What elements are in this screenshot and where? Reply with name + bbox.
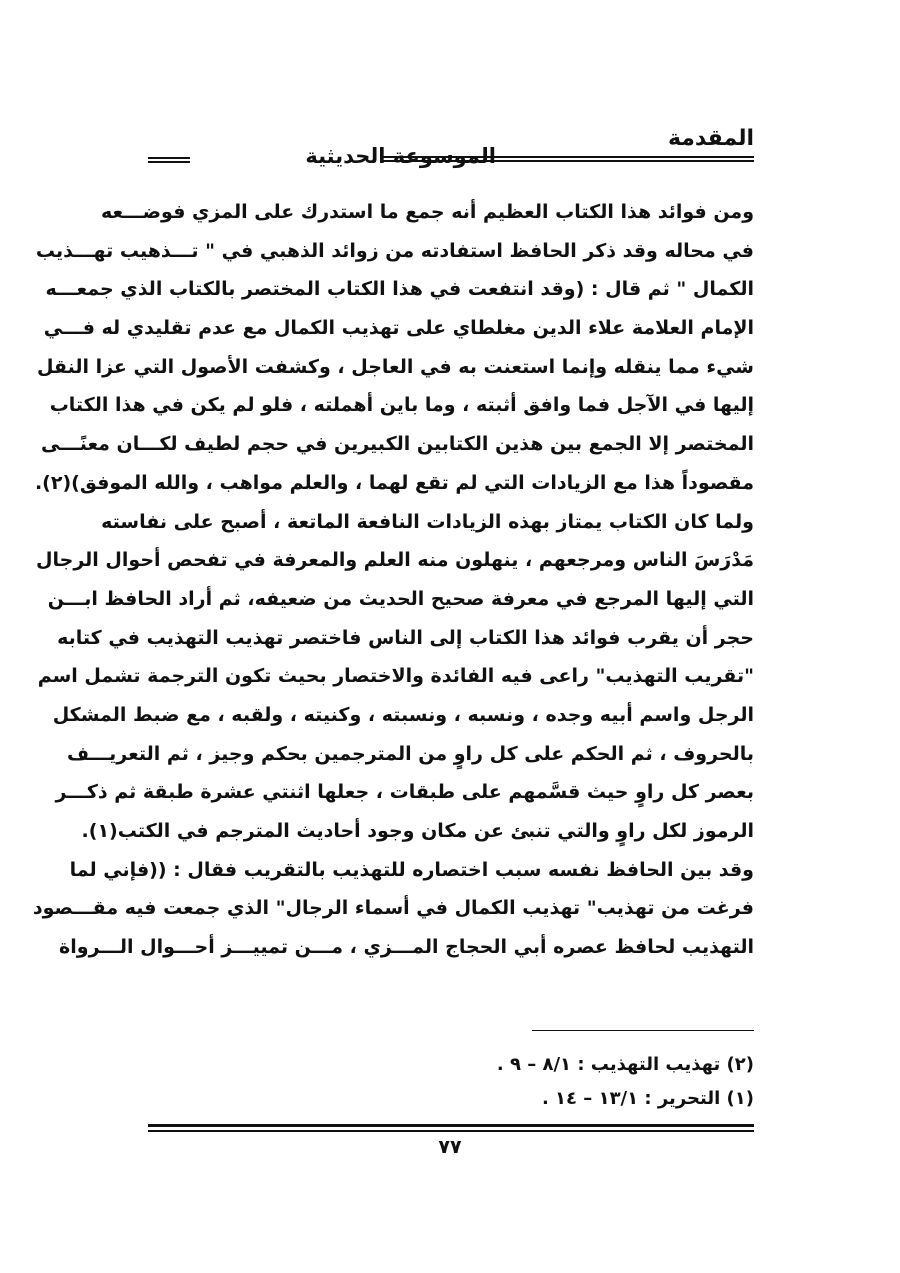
- body-text: [32, 193, 754, 967]
- footnote-separator: [532, 1030, 754, 1031]
- body-line: التهذيب لحافظ عصره أبي الحجاج المـــزي ، مـــن تمييـــز أحـــوال الـــرواة: [59, 936, 754, 959]
- body-line: مَدْرَسَ الناس ومرجعهم ، ينهلون منه العلم والمعرفة في تفحص أحوال الرجال: [36, 549, 754, 572]
- running-header: [148, 120, 754, 170]
- footnote: (١) التحرير : ١٣/١ – ١٤ .: [541, 1088, 754, 1109]
- body-line: فرغت من تهذيب" تهذيب الكمال في أسماء الرجال" الذي جمعت فيه مقـــصود: [32, 897, 754, 920]
- body-line: حجر أن يقرب فوائد هذا الكتاب إلى الناس فاختصر تهذيب التهذيب في كتابه: [57, 626, 754, 649]
- footnotes: [434, 1048, 754, 1116]
- body-line: إليها في الآجل فما وافق أثبته ، وما باين أهملته ، فلو لم يكن في هذا الكتاب: [49, 394, 754, 417]
- body-line: الإمام العلامة علاء الدين مغلطاي على تهذيب الكمال مع عدم تقليدي له فـــي: [43, 317, 754, 340]
- body-line: ولما كان الكتاب يمتاز بهذه الزيادات النافعة الماتعة ، أصبح على نفاسته: [101, 510, 754, 533]
- body-line: وقد بين الحافظ نفسه سبب اختصاره للتهذيب بالتقريب فقال : ((فإني لما: [69, 858, 754, 881]
- body-line: ومن فوائد هذا الكتاب العظيم أنه جمع ما استدرك على المزي فوضـــعه: [100, 201, 754, 223]
- footer-rule: [148, 1124, 754, 1132]
- body-line: الكمال " ثم قال : (وقد انتفعت في هذا الكتاب المختصر بالكتاب الذي جمعـــه: [45, 278, 754, 301]
- body-line: بالحروف ، ثم الحكم على كل راوٍ من المترجمين بحكم وجيز ، ثم التعريـــف: [67, 742, 754, 765]
- body-line: المختصر إلا الجمع بين هذين الكتابين الكبيرين في حجم لطيف لكـــان معنًـــى: [40, 433, 754, 456]
- body-line: الرموز لكل راوٍ والتي تنبئ عن مكان وجود أحاديث المترجم في الكتب(١).: [81, 820, 754, 842]
- body-line: الرجل واسم أبيه وجده ، ونسبه ، ونسبته ، وكنيته ، ولقبه ، مع ضبط المشكل: [52, 703, 754, 726]
- footnote: (٢) تهذيب التهذيب : ٨/١ – ٩ .: [496, 1054, 754, 1075]
- series-title: الموسوعة الحديثية: [305, 144, 496, 168]
- body-line: مقصوداً هذا مع الزيادات التي لم تقع لهما ، والعلم مواهب ، والله الموفق)(٢).: [34, 471, 754, 494]
- body-line: "تقريب التهذيب" راعى فيه الفائدة والاختصار بحيث تكون الترجمة تشمل اسم: [37, 665, 754, 688]
- page-number: ٧٧: [438, 1136, 462, 1158]
- body-line: بعصر كل راوٍ حيث قسَّمهم على طبقات ، جعلها اثنتي عشرة طبقة ثم ذكـــر: [55, 781, 754, 804]
- body-line: في محاله وقد ذكر الحافظ استفادته من زوائد الذهبي في " تـــذهيب تهـــذيب: [35, 239, 754, 262]
- body-line: شيء مما ينقله وإنما استعنت به في العاجل ، وكشفت الأصول التي عزا النقل: [36, 355, 754, 378]
- chapter-title: المقدمة: [667, 126, 754, 151]
- body-line: التي إليها المرجع في معرفة صحيح الحديث من ضعيفه، ثم أراد الحافظ ابـــن: [47, 587, 754, 610]
- header-rule-short: [148, 157, 190, 163]
